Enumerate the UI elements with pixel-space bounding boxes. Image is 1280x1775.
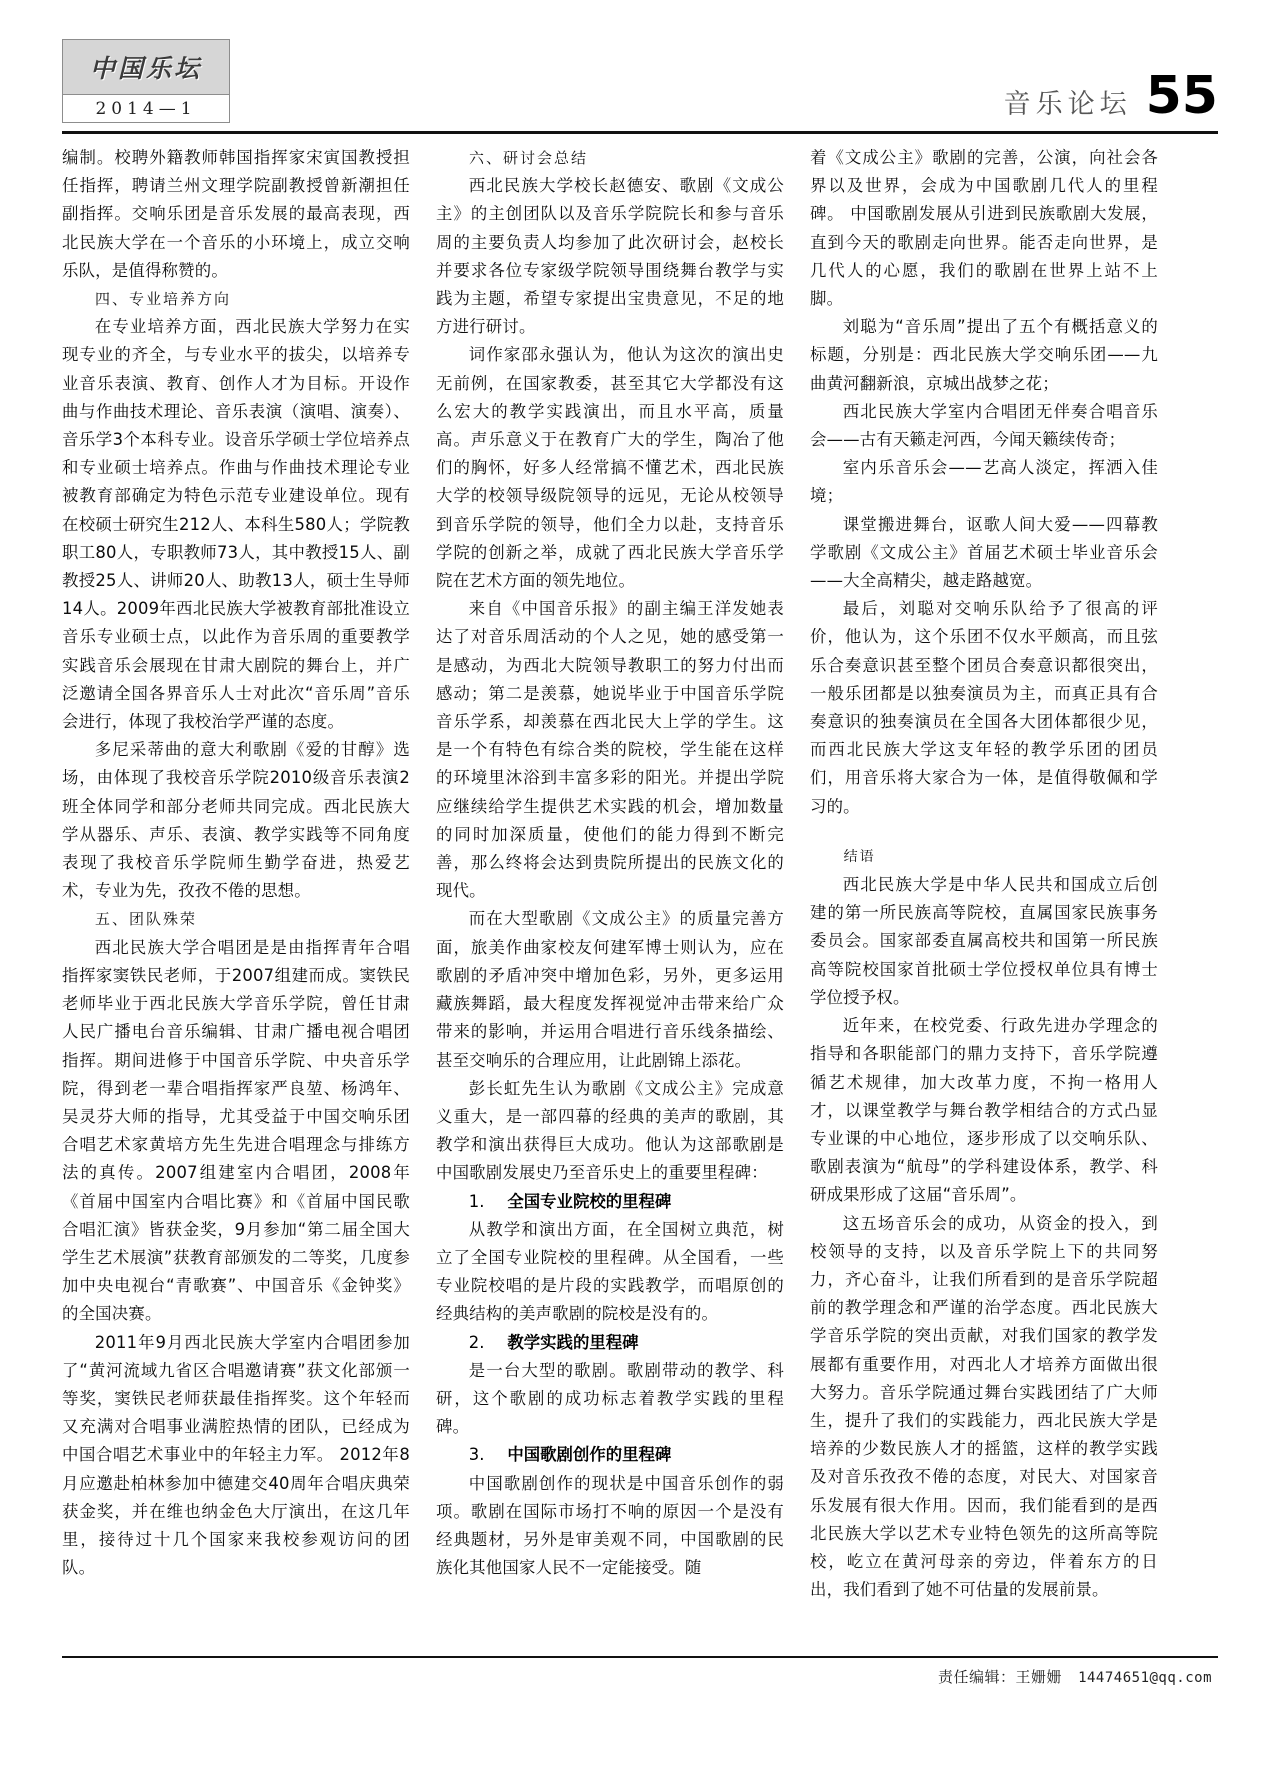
numbered-subheading: [436, 1329, 784, 1357]
section-heading: 四、专业培养方向: [95, 290, 232, 309]
text-column-3: [810, 144, 1158, 1604]
vertical-spacer: [810, 821, 1158, 843]
paragraph: 多尼采蒂曲的意大利歌剧《爱的甘醇》选场，由体现了我校音乐学院2010级音乐表演2班全体同学和部分老师共同完成。西北民族大学从器乐、声乐、表演、教学实践等不同角度表现了我校音乐学院师生勤学奋进，热爱艺术，专业为先，孜孜不倦的思想。: [62, 740, 410, 901]
paragraph: 词作家邵永强认为，他认为这次的演出史无前例，在国家教委，甚至其它大学都没有这么宏大的教学实践演出，而且水平高，质量高。声乐意义于在教育广大的学生，陶冶了他们的胸怀，好多人经常搞不懂艺术，西北民族大学的校领导级院领导的远见，无论从校领导到音乐学院的领导，他们全力以赴，支持音乐学院的创新之举，成就了西北民族大学音乐学院在艺术方面的领先地位。: [436, 345, 784, 591]
subheading-number: 2.: [468, 1332, 485, 1352]
text-column-1: [62, 144, 410, 1604]
paragraph: 中国歌剧创作的现状是中国音乐创作的弱项。歌剧在国际市场打不响的原因一个是没有经典题材，另外是审美观不同，中国歌剧的民族化其他国家人民不一定能接受。随: [436, 1473, 784, 1578]
subheading-text: 全国专业院校的里程碑: [507, 1191, 672, 1211]
article-columns: [0, 134, 1280, 1604]
paragraph: 来自《中国音乐报》的副主编王洋发她表达了对音乐周活动的个人之见，她的感受第一是感动，为西北大院领导教职工的努力付出而感动；第二是羡慕，她说毕业于中国音乐学院音乐学系，却羡慕在西北民大上学的学生。这是一个有特色有综合类的院校，学生能在这样的环境里沐浴到丰富多彩的阳光。并提出学院应继续给学生提供艺术实践的机会，增加数量的同时加深质量，使他们的能力得到不断完善，那么终将会达到贵院所提出的民族文化的现代。: [436, 599, 784, 901]
section-heading: 五、团队殊荣: [95, 910, 198, 929]
paragraph: 编制。校聘外籍教师韩国指挥家宋寅国教授担任指挥，聘请兰州文理学院副教授曾新潮担任副指挥。交响乐团是音乐发展的最高表现，西北民族大学在一个音乐的小环境上，成立交响乐队，是值得称赞的。: [62, 148, 410, 280]
text-column-2: [436, 144, 784, 1604]
numbered-subheading: [436, 1188, 784, 1216]
paragraph: 西北民族大学是中华人民共和国成立后创建的第一所民族高等院校，直属国家民族事务委员会。国家部委直属高校共和国第一所民族高等院校国家首批硕士学位授权单位具有博士学位授予权。: [810, 875, 1158, 1007]
footer-credit: [62, 1666, 1218, 1687]
paragraph: 课堂搬进舞台，讴歌人间大爱——四幕教学歌剧《文成公主》首届艺术硕士毕业音乐会——大全高精尖，越走路越宽。: [810, 514, 1158, 591]
journal-logo-title: 中国乐坛: [63, 40, 229, 95]
numbered-subheading: [436, 1441, 784, 1469]
paragraph: 室内乐音乐会——艺高人淡定，挥洒入佳境；: [810, 458, 1158, 506]
paragraph: 2011年9月西北民族大学室内合唱团参加了“黄河流域九省区合唱邀请赛”获文化部颁一等奖，窦铁民老师获最佳指挥奖。这个年轻而又充满对合唱事业满腔热情的团队，已经成为中国合唱艺术事业中的年轻主力军。 2012年8月应邀赴柏林参加中德建交40周年合唱庆典荣获金奖，并在维也纳金色大厅演出，在这几年里，接待过十几个国家来我校参观访问的团队。: [62, 1332, 410, 1578]
footer-rule: [62, 1656, 1218, 1658]
page-footer: [62, 1656, 1218, 1687]
paragraph: 西北民族大学合唱团是是由指挥青年合唱指挥家窦铁民老师，于2007组建而成。窦铁民老师毕业于西北民族大学音乐学院，曾任甘肃人民广播电台音乐编辑、甘肃广播电视合唱团指挥。期间进修于中国音乐学院、中央音乐学院，得到老一辈合唱指挥家严良堃、杨鸿年、吴灵芬大师的指导，尤其受益于中国交响乐团合唱艺术家黄培方先生先进合唱理念与排练方法的真传。2007组建室内合唱团，2008年《首届中国室内合唱比赛》和《首届中国民歌合唱汇演》皆获金奖，9月参加“第二届全国大学生艺术展演”获教育部颁发的二等奖，几度参加中央电视台“青歌赛”、中国音乐《金钟奖》的全国决赛。: [62, 937, 410, 1324]
subheading-number: 3.: [468, 1445, 485, 1465]
section-title: 音乐论坛: [1003, 89, 1132, 120]
closing-heading: 结语: [843, 848, 876, 865]
section-heading: 六、研讨会总结: [469, 149, 589, 167]
paragraph: 刘聪为“音乐周”提出了五个有概括意义的标题，分别是：西北民族大学交响乐团——九曲黄河翻新浪，京城出战梦之花；: [810, 317, 1158, 393]
masthead: [0, 0, 1280, 126]
paragraph: 而在大型歌剧《文成公主》的质量完善方面，旅美作曲家校友何建军博士则认为，应在歌剧的矛盾冲突中增加色彩，另外，更多运用藏族舞蹈，最大程度发挥视觉冲击带来给广众带来的影响，并运用合唱进行音乐线条描绘、甚至交响乐的合理应用，让此剧锦上添花。: [436, 909, 784, 1070]
page-number: 55: [1145, 66, 1218, 126]
responsible-editor: 责任编辑：王姗姗: [938, 1668, 1063, 1686]
subheading-text: 中国歌剧创作的里程碑: [507, 1445, 672, 1465]
subheading-text: 教学实践的里程碑: [507, 1332, 639, 1352]
paragraph: 这五场音乐会的成功，从资金的投入，到校领导的支持，以及音乐学院上下的共同努力，齐心奋斗，让我们所看到的是音乐学院超前的教学理念和严谨的治学态度。西北民族大学音乐学院的突出贡献，对我们国家的教学发展都有重要作用，对西北人才培养方面做出很大努力。音乐学院通过舞台实践团结了广大师生，提升了我们的实践能力，西北民族大学是培养的少数民族人才的摇篮，这样的教学实践及对音乐孜孜不倦的态度，对民大、对国家音乐发展有很大作用。因而，我们能看到的是西北民族大学以艺术专业特色领先的这所高等院校，屹立在黄河母亲的旁边，伴着东方的日出，我们看到了她不可估量的发展前景。: [810, 1213, 1158, 1600]
paragraph: 西北民族大学室内合唱团无伴奏合唱音乐会——古有天籁走河西，今闻天籁续传奇；: [810, 401, 1158, 450]
paragraph: 在专业培养方面，西北民族大学努力在实现专业的齐全，与专业水平的拔尖，以培养专业音乐表演、教育、创作人才为目标。开设作曲与作曲技术理论、音乐表演（演唱、演奏）、音乐学3个本科专业。设音乐学硕士学位培养点和专业硕士培养点。作曲与作曲技术理论专业被教育部确定为特色示范专业建设单位。现有在校硕士研究生212人、本科生580人；学院教职工80人，专职教师73人，其中教授15人、副教授25人、讲师20人、助教13人，硕士生导师14人。2009年西北民族大学被教育部批准设立音乐专业硕士点，以此作为音乐周的重要教学实践音乐会展现在甘肃大剧院的舞台上，并广泛邀请全国各界音乐人士对此次“音乐周”音乐会进行，体现了我校治学严谨的态度。: [62, 317, 410, 732]
paragraph: 最后，刘聪对交响乐队给予了很高的评价，他认为，这个乐团不仅水平颇高，而且弦乐合奏意识甚至整个团员合奏意识都很突出，一般乐团都是以独奏演员为主，而真正具有合奏意识的独奏演员在全国各大团体都很少见，而西北民族大学这支年轻的教学乐团的团员们，用音乐将大家合为一体，是值得敬佩和学习的。: [810, 599, 1158, 816]
editor-email: 14474651@qq.com: [1078, 1670, 1212, 1686]
journal-logo: [62, 39, 230, 123]
journal-issue-date: 2014—1: [95, 98, 197, 119]
paragraph: 彭长虹先生认为歌剧《文成公主》完成意义重大，是一部四幕的经典的美声的歌剧，其教学和演出获得巨大成功。他认为这部歌剧是中国歌剧发展史乃至音乐史上的重要里程碑：: [436, 1078, 784, 1183]
paragraph: 西北民族大学校长赵德安、歌剧《文成公主》的主创团队以及音乐学院院长和参与音乐周的主要负责人均参加了此次研讨会，赵校长并要求各位专家级学院领导围绕舞台教学与实践为主题，希望专家提出宝贵意见，不足的地方进行研讨。: [436, 176, 784, 337]
subheading-number: 1.: [468, 1191, 485, 1211]
paragraph: 是一台大型的歌剧。歌剧带动的教学、科研，这个歌剧的成功标志着教学实践的里程碑。: [436, 1360, 784, 1437]
paragraph: 近年来，在校党委、行政先进办学理念的指导和各职能部门的鼎力支持下，音乐学院遵循艺术规律，加大改革力度，不拘一格用人才，以课堂教学与舞台教学相结合的方式凸显专业课的中心地位，逐步形成了以交响乐队、歌剧表演为“航母”的学科建设体系，教学、科研成果形成了这届“音乐周”。: [810, 1016, 1158, 1205]
paragraph: 从教学和演出方面，在全国树立典范，树立了全国专业院校的里程碑。从全国看，一些专业院校唱的是片段的实践教学，而唱原创的经典结构的美声歌剧的院校是没有的。: [436, 1219, 784, 1324]
masthead-right: [1003, 66, 1218, 126]
paragraph: 着《文成公主》歌剧的完善，公演，向社会各界以及世界，会成为中国歌剧几代人的里程碑。 中国歌剧发展从引进到民族歌剧大发展，直到今天的歌剧走向世界。能否走向世界，是几代人的心愿，我们的歌剧在世界上站不上脚。: [810, 148, 1158, 309]
